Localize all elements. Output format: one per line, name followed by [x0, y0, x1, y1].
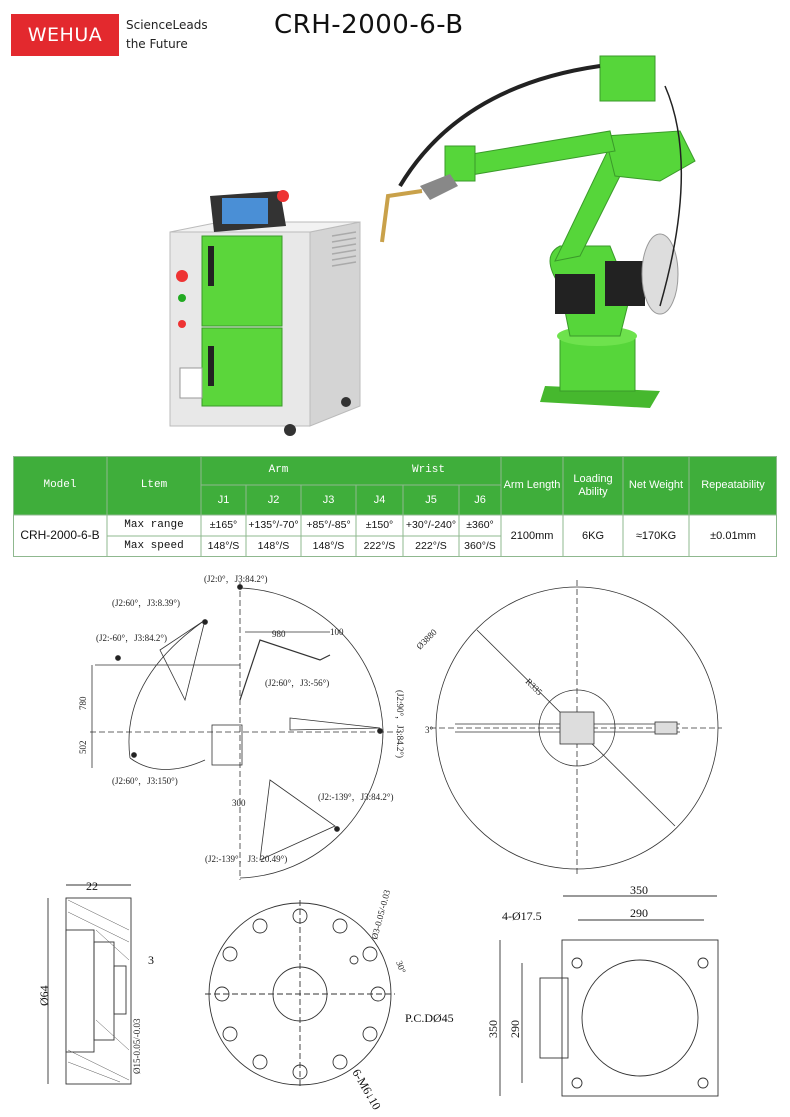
flange-front-drawing	[205, 900, 395, 1088]
header-wrist: Wrist	[411, 464, 445, 477]
dim-780: 780	[78, 696, 88, 710]
pose-bottom-label: (J2:-139°，J3: 20.49°)	[205, 854, 288, 864]
flange-dim-22: 22	[86, 879, 98, 893]
range-j4: ±150°	[365, 518, 394, 531]
flange-hole-tolerance: Ø3-0.05/-0.03	[369, 888, 393, 941]
dim-502: 502	[78, 740, 88, 754]
top-workspace-drawing	[430, 580, 722, 876]
header-joint-6: J6	[474, 493, 486, 506]
range-j1: ±165°	[209, 518, 238, 531]
header-loading: Loading Ability	[573, 473, 613, 498]
range-j5: +30°/-240°	[405, 518, 457, 531]
flange-dia-15: Ø15-0.05/-0.03	[132, 1018, 142, 1074]
range-j2: +135°/-70°	[248, 518, 299, 531]
header-joint-2: J2	[267, 493, 280, 506]
flange-dim-3: 3	[148, 953, 154, 967]
speed-j1: 148°/S	[207, 539, 240, 552]
pose-upper-left-label: (J2:60°，J3:8.39°)	[112, 598, 180, 608]
pose-bottom-left-label: (J2:60°，J3:150°)	[112, 776, 178, 786]
brand-logo: WEHUA	[11, 14, 119, 56]
header-joint-3: J3	[322, 493, 335, 506]
arm-length-value: 2100mm	[510, 529, 554, 542]
header-net-weight: Net Weight	[628, 479, 684, 492]
flange-pcd: P.C.DØ45	[405, 1011, 454, 1025]
flange-dia-64: Ø64	[37, 985, 51, 1006]
pose-top-label: (J2:0°，J3:84.2°)	[204, 574, 268, 584]
model-cell: CRH-2000-6-B	[20, 528, 100, 543]
workspace-diameter: Ø3880	[414, 627, 439, 652]
header-repeatability: Repeatability	[701, 479, 765, 492]
base-holes: 4-Ø17.5	[502, 909, 542, 923]
repeatability-value: ±0.01mm	[710, 529, 756, 542]
dim-980: 980	[272, 629, 286, 639]
base-height-350: 350	[486, 1020, 500, 1038]
dim-100: 100	[330, 627, 344, 637]
pose-mid-label: (J2:60°，J3:-56°)	[265, 678, 330, 688]
header-model: Model	[43, 479, 77, 492]
dim-300: 300	[232, 798, 246, 808]
header-item: Ltem	[140, 479, 168, 492]
slogan-line-2: the Future	[126, 37, 188, 51]
header-joint-5: J5	[425, 493, 437, 506]
speed-j3: 148°/S	[312, 539, 345, 552]
range-j3: +85°/-85°	[306, 518, 351, 531]
flange-side-drawing	[48, 885, 131, 1084]
base-width-350: 350	[630, 883, 648, 897]
pose-right-vertical-label: (J2:90°，J3:84.2°)	[395, 690, 405, 758]
row-speed-label: Max speed	[124, 540, 184, 553]
flange-thread: 6-M6↓10	[349, 1066, 384, 1113]
workspace-angle: 3°	[425, 725, 434, 735]
workspace-radius: R335	[523, 676, 545, 698]
speed-j2: 148°/S	[257, 539, 290, 552]
net-weight-value: ≈170KG	[635, 529, 677, 542]
range-j6: ±360°	[466, 518, 494, 531]
side-workspace-drawing	[90, 582, 400, 880]
flange-angle: 30°	[394, 959, 408, 975]
header-joint-1: J1	[217, 493, 230, 506]
row-range-label: Max range	[124, 519, 184, 532]
pose-left-label: (J2:-60°，J3:84.2°)	[96, 633, 167, 643]
header-joint-4: J4	[373, 493, 386, 506]
slogan-line-1: ScienceLeads	[126, 18, 208, 32]
base-width-290: 290	[630, 906, 648, 920]
speed-j5: 222°/S	[415, 539, 447, 552]
speed-j6: 360°/S	[464, 539, 496, 552]
page-title: CRH-2000-6-B	[274, 10, 464, 40]
base-drawing	[500, 896, 718, 1096]
header-arm: Arm	[268, 464, 289, 477]
header-arm-length: Arm Length	[503, 479, 561, 492]
loading-value: 6KG	[581, 529, 604, 542]
pose-bottom-right-label: (J2:-139°，J3:84.2°)	[318, 792, 394, 802]
base-height-290: 290	[508, 1020, 522, 1038]
speed-j4: 222°/S	[363, 539, 396, 552]
